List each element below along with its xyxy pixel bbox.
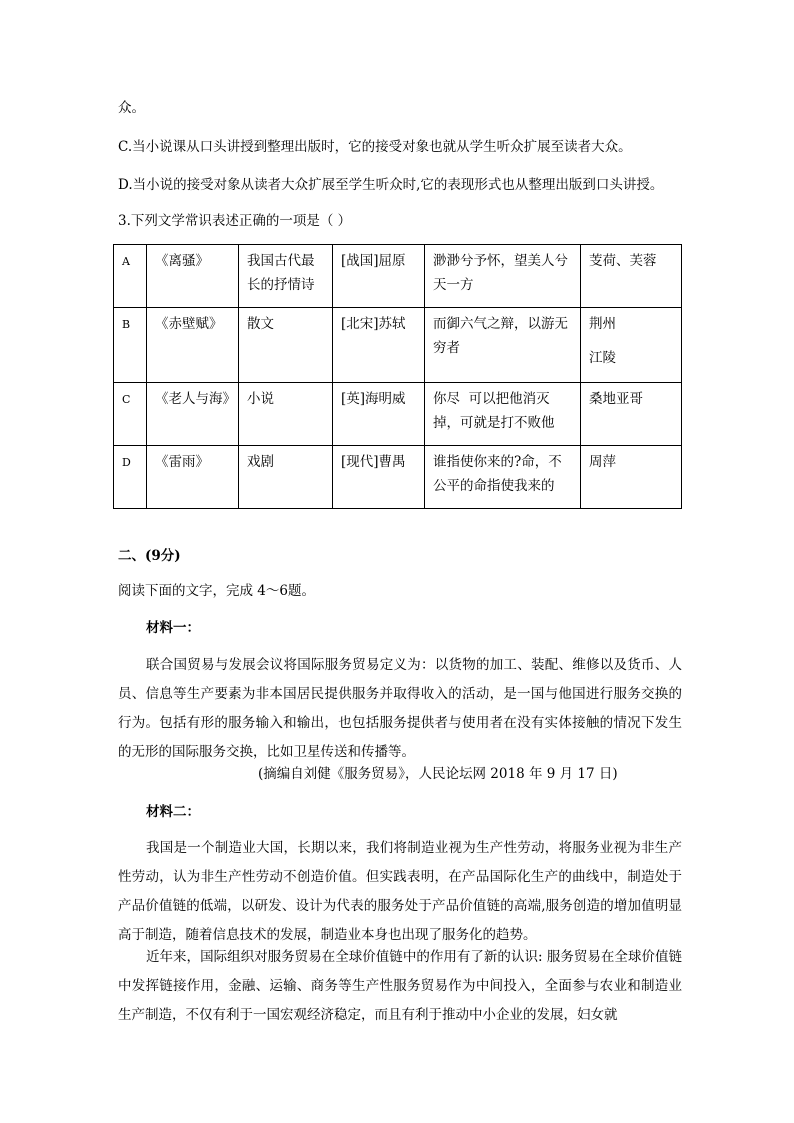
quote: 渺渺兮予怀，望美人兮天一方: [425, 245, 581, 308]
row-letter: C: [114, 383, 147, 446]
author: [战国]屈原: [333, 245, 425, 308]
material-2-paragraph-1: 我国是一个制造业大国，长期以来，我们将制造业视为生产性劳动，将服务业视为非生产性劳动，认为非生产性劳动不创造价值。但实践表明，在产品国际化生产的曲线中，制造处于产品价值链的低端，以研发、设计为代表的服务处于产品价值链的高端,服务创造的增加值明显高于制造，随着信息技术的发展，制造业本身也出现了服务化的趋势。: [118, 840, 682, 943]
table-row: [114, 308, 682, 383]
extra-cell: [581, 446, 682, 509]
option-c: C.当小说课从口头讲授到整理出版时，它的接受对象也就从学生听众扩展至读者大众。: [118, 139, 632, 155]
genre: 散文: [239, 308, 333, 383]
work-title: 《赤壁赋》: [147, 308, 239, 383]
question-3: 3.下列文学常识表述正确的一项是（ ）: [118, 213, 352, 229]
material-1-text: 联合国贸易与发展会议将国际服务贸易定义为：以货物的加工、装配、维修以及货币、人员、信息等生产要素为非本国居民提供服务并取得收入的活动，是一国与他国进行服务交换的行为。包括有形的服务输入和输出，也包括服务提供者与使用者在没有实体接触的情况下发生的无形的国际服务交换，比如卫星传送和传播等。: [118, 657, 682, 760]
genre: 戏剧: [239, 446, 333, 509]
table-row: [114, 383, 682, 446]
table-row: [114, 245, 682, 308]
work-title: 《雷雨》: [147, 446, 239, 509]
option-d: D.当小说的接受对象从读者大众扩展至学生听众时,它的表现形式也从整理出版到口头讲授。: [118, 177, 664, 193]
author: [现代]曹禺: [333, 446, 425, 509]
row-letter: D: [114, 446, 147, 509]
extra-item: 周萍: [589, 454, 616, 470]
quote: 谁指使你来的?命，不公平的命指使我来的: [425, 446, 581, 509]
extra-cell: [581, 308, 682, 383]
material-2-paragraph-2: 近年来，国际组织对服务贸易在全球价值链中的作用有了新的认识: 服务贸易在全球价值链中发挥链接作用，金融、运输、商务等生产性服务贸易作为中间投入，全面参与农业和制造业生产制造，不仅有利于一国宏观经济稳定，而且有利于推动中小企业的发展，妇女就: [118, 949, 682, 1023]
material-1-source: (摘编自刘健《服务贸易》，人民论坛网 2018 年 9 月 17 日): [258, 766, 618, 782]
continuation-text: 众。: [118, 100, 145, 116]
extra-item: 荆州: [589, 316, 616, 332]
quote: 你尽 可以把他消灭掉，可就是打不败他: [425, 383, 581, 446]
material-1-label: 材料一：: [146, 620, 200, 636]
author: [北宋]苏轼: [333, 308, 425, 383]
author: [英]海明威: [333, 383, 425, 446]
section-2-title: 二、(9分): [118, 548, 181, 564]
extra-item: 芰荷、芙蓉: [589, 253, 657, 269]
material-2-label: 材料二：: [146, 804, 200, 820]
genre: 小说: [239, 383, 333, 446]
genre: 我国古代最长的抒情诗: [239, 245, 333, 308]
work-title: 《老人与海》: [147, 383, 239, 446]
row-letter: A: [114, 245, 147, 308]
extra-cell: [581, 245, 682, 308]
quote: 而御六气之辩，以游无穷者: [425, 308, 581, 383]
section-2-instruction: 阅读下面的文字，完成 4～6题。: [118, 583, 315, 599]
table-row: [114, 446, 682, 509]
literature-table: [113, 244, 682, 509]
work-title: 《离骚》: [147, 245, 239, 308]
extra-item: 桑地亚哥: [589, 391, 643, 407]
row-letter: B: [114, 308, 147, 383]
extra-cell: [581, 383, 682, 446]
extra-item: 江陵: [589, 350, 616, 366]
